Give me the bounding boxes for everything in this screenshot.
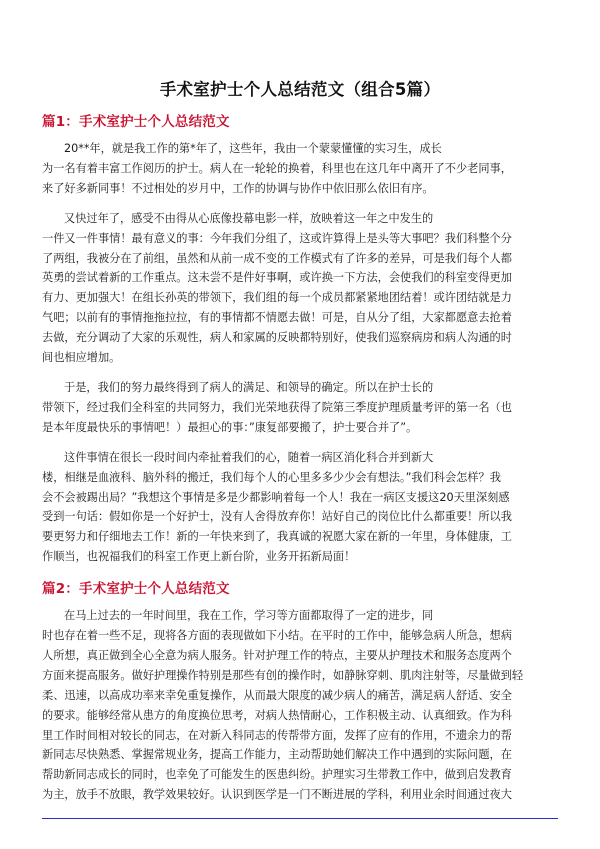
text-line: 为主，放手不放眼，教学效果较好。认识到医学是一门不断进展的学科，利用业余时间通过夜大 (42, 788, 512, 802)
text-line: 时也存在着一些不足，现将各方面的表现做如下小结。在平时的工作中，能够急病人所急，想病 (42, 629, 512, 643)
text-line: 这件事情在很长一段时间内牵扯着我们的心，随着一病区消化科合并到新大 (64, 450, 434, 464)
footer-divider-line (42, 818, 558, 819)
text-line: 来了好多新同事！不过相处的岁月中，工作的协调与协作中依旧那么依旧有序。 (42, 181, 434, 195)
section-1 (42, 110, 558, 567)
section-2 (42, 577, 558, 805)
text-line: 一件又一件事情！最有意义的事：今年我们分组了，这或许算得上是头等大事吧？我们科整个分 (42, 231, 512, 245)
text-line: 间也相应增加。 (42, 351, 121, 365)
text-line: 去做，充分调动了大家的乐观性，病人和家属的反映都特别好，使我们巡察病房和病人沟通的时 (42, 331, 512, 345)
section-1-heading: 篇1：手术室护士个人总结范文 (42, 114, 230, 130)
text-line: 带领下，经过我们全科室的共同努力，我们光荣地获得了院第三季度护理质量考评的第一名（也 (42, 400, 512, 414)
text-line: 气吧；以前有的事情拖拖拉拉，有的事情都不情愿去做！可是，自从分了组，大家都愿意去抢着 (42, 311, 512, 325)
text-line: 作顺当，也祝福我们的科室工作更上新台阶，业务开拓新局面！ (42, 550, 356, 564)
text-line: 方面来提高服务。做好护理操作特别是那些有创的操作时，如静脉穿刺、肌肉注射等，尽量做到轻 (42, 668, 524, 682)
section-1-paragraph-3 (42, 378, 558, 438)
text-line: 会不会被踢出局？”我想这个事情是多是少都影响着每一个人！我在一病区支援这20天里深刻感 (42, 490, 510, 504)
text-line: 了两组，我被分在了前组，虽然和从前一成不变的工作模式有了许多的差异，可是我们每个人都 (42, 251, 512, 265)
section-1-paragraph-4 (42, 448, 558, 567)
text-line: 为一名有着丰富工作阅历的护士。病人在一轮轮的换着，科里也在这几年中离开了不少老同事， (42, 161, 512, 175)
section-2-paragraph-1 (42, 606, 558, 805)
text-line: 受到一句话：假如你是一个好护士，没有人舍得放弃你！站好自己的岗位比什么都重要！所以我 (42, 510, 512, 524)
text-line: 有力、更加强大！在组长孙英的带领下，我们组的每一个成员都紧紧地团结着！或许团结就是力 (42, 291, 512, 305)
section-1-paragraph-1 (42, 139, 558, 199)
text-line: 英勇的尝试着新的工作重点。这未尝不是件好事啊，或许换一下方法，会使我们的科室变得更加 (42, 271, 512, 285)
text-line: 楼，相继是血液科、脑外科的搬迁，我们每个人的心里多多少少会有想法。”我们科会怎样？我 (42, 470, 501, 484)
text-line: 要更努力和仔细地去工作！新的一年快来到了，我真诚的祝愿大家在新的一年里，身体健康，工 (42, 530, 512, 544)
document-title: 手术室护士个人总结范文（组合5篇） (159, 80, 441, 99)
text-line: 新同志尽快熟悉、掌握常规业务，提高工作能力，主动帮助她们解决工作中遇到的实际问题，在 (42, 748, 512, 762)
text-line: 于是，我们的努力最终得到了病人的满足、和领导的确定。所以在护士长的 (64, 380, 434, 394)
section-1-paragraph-2 (42, 209, 558, 368)
section-2-heading: 篇2：手术室护士个人总结范文 (42, 581, 230, 598)
text-line: 里工作时间相对较长的同志，在对新入科同志的传帮带方面，发挥了应有的作用，不遗余力的帮 (42, 728, 512, 742)
text-line: 的要求。能够经常从患方的角度换位思考，对病人热情耐心，工作积极主动、认真细致。作为科 (42, 708, 512, 722)
text-line: 是本年度最快乐的事情吧！）最担心的事：”康复部要搬了，护士要合并了”。 (42, 420, 418, 434)
text-line: 20**年，就是我工作的第*年了，这些年，我由一个蒙蒙懂懂的实习生，成长 (64, 142, 442, 155)
text-line: 帮助新同志成长的同时，也幸免了可能发生的医患纠纷。护理实习生带教工作中，做到启发教育 (42, 768, 512, 782)
text-line: 又快过年了，感受不由得从心底像投幕电影一样，放映着这一年之中发生的 (64, 211, 434, 225)
text-line: 在马上过去的一年时间里，我在工作，学习等方面都取得了一定的进步，同 (64, 609, 434, 623)
text-line: 柔、迅速，以高成功率来幸免重复操作，从而最大限度的减少病人的痛苦，满足病人舒适、安全 (42, 688, 512, 702)
text-line: 人所想，真正做到全心全意为病人服务。针对护理工作的特点，主要从护理技术和服务态度两个 (42, 648, 512, 662)
